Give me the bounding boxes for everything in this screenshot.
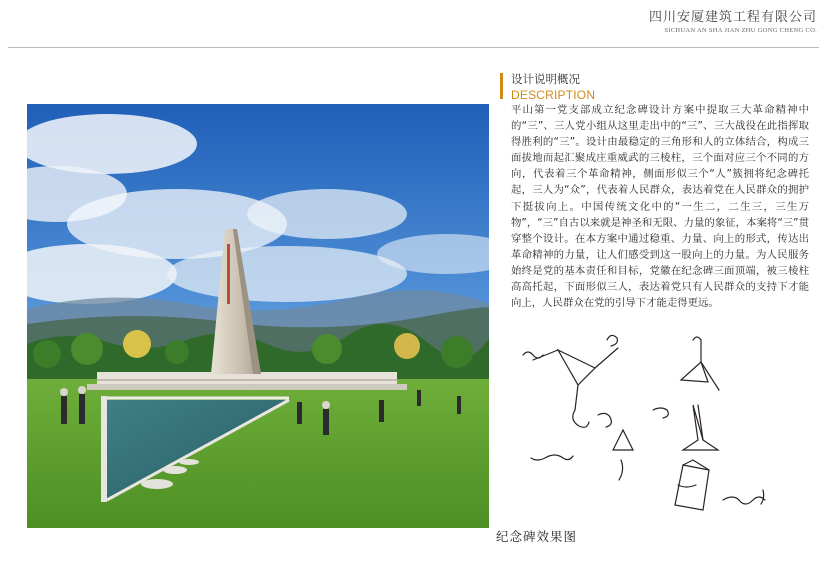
company-name-en: SICHUAN AN SHA JIAN ZHU GONG CHENG CO. <box>664 27 817 34</box>
description-title-cn: 设计说明概况 <box>511 72 580 86</box>
description-body: 平山第一党支部成立纪念碑设计方案中提取三大革命精神中的“三”、三人党小组从这里走出中的“三”、三大战役在此指挥取得胜利的“三”。设计由最稳定的三角形和人的立体结合，构成三面拔地而起汇聚成庄重威武的三棱柱，三个面对应三个不同的方向，代表着三个革命精神，侧面形似三个“人”簇拥将纪念碑托起，三人为“众”，代表着人民群众，表达着党在人民群众的拥护下挺拔向上。中国传统文化中的“一生二，二生三，三生万物”，“三”自古以来就是神圣和无限、力量的象征，本案将“三”贯穿整个设计。在本方案中通过稳重、力量、向上的形式，传达出革命精神的力量，让人们感受到这一股向上的力量。为人民服务始终是党的基本责任和目标，党徽在纪念碑三面顶端，被三棱柱高高托起，下面形似三人，表达着党只有人民群众的支持下才能向上，人民群众在党的引导下才能走得更远。 <box>511 104 809 310</box>
monument-rendering <box>27 104 489 528</box>
header-divider <box>8 47 819 48</box>
description-title-en: DESCRIPTION <box>511 88 596 102</box>
company-header <box>649 6 817 34</box>
description-accent-bar <box>500 73 503 99</box>
render-caption: 纪念碑效果图 <box>496 529 578 544</box>
concept-sketches <box>503 320 813 530</box>
description-title <box>511 71 595 102</box>
company-name-cn: 四川安厦建筑工程有限公司 <box>648 10 817 25</box>
